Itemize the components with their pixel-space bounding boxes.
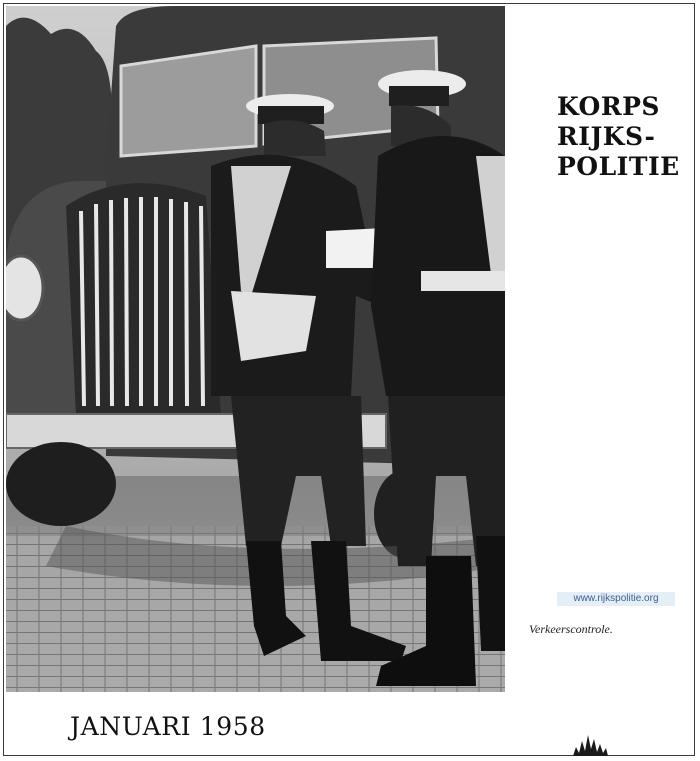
- title-line-rijks: RIJKS-: [557, 122, 656, 151]
- website-watermark: www.rijkspolitie.org: [557, 592, 675, 606]
- title-line-politie: POLITIE: [557, 152, 680, 181]
- photo-caption: Verkeerscontrole.: [529, 622, 613, 636]
- traffic-control-photo: [6, 6, 505, 692]
- flame-emblem-icon: [571, 731, 609, 756]
- cover-photo: [6, 6, 505, 692]
- issue-date: JANUARI 1958: [70, 712, 266, 741]
- magazine-title: [557, 92, 680, 182]
- title-line-korps: KORPS: [557, 92, 660, 121]
- headlamp: [6, 256, 43, 320]
- truck-wheel: [6, 442, 116, 526]
